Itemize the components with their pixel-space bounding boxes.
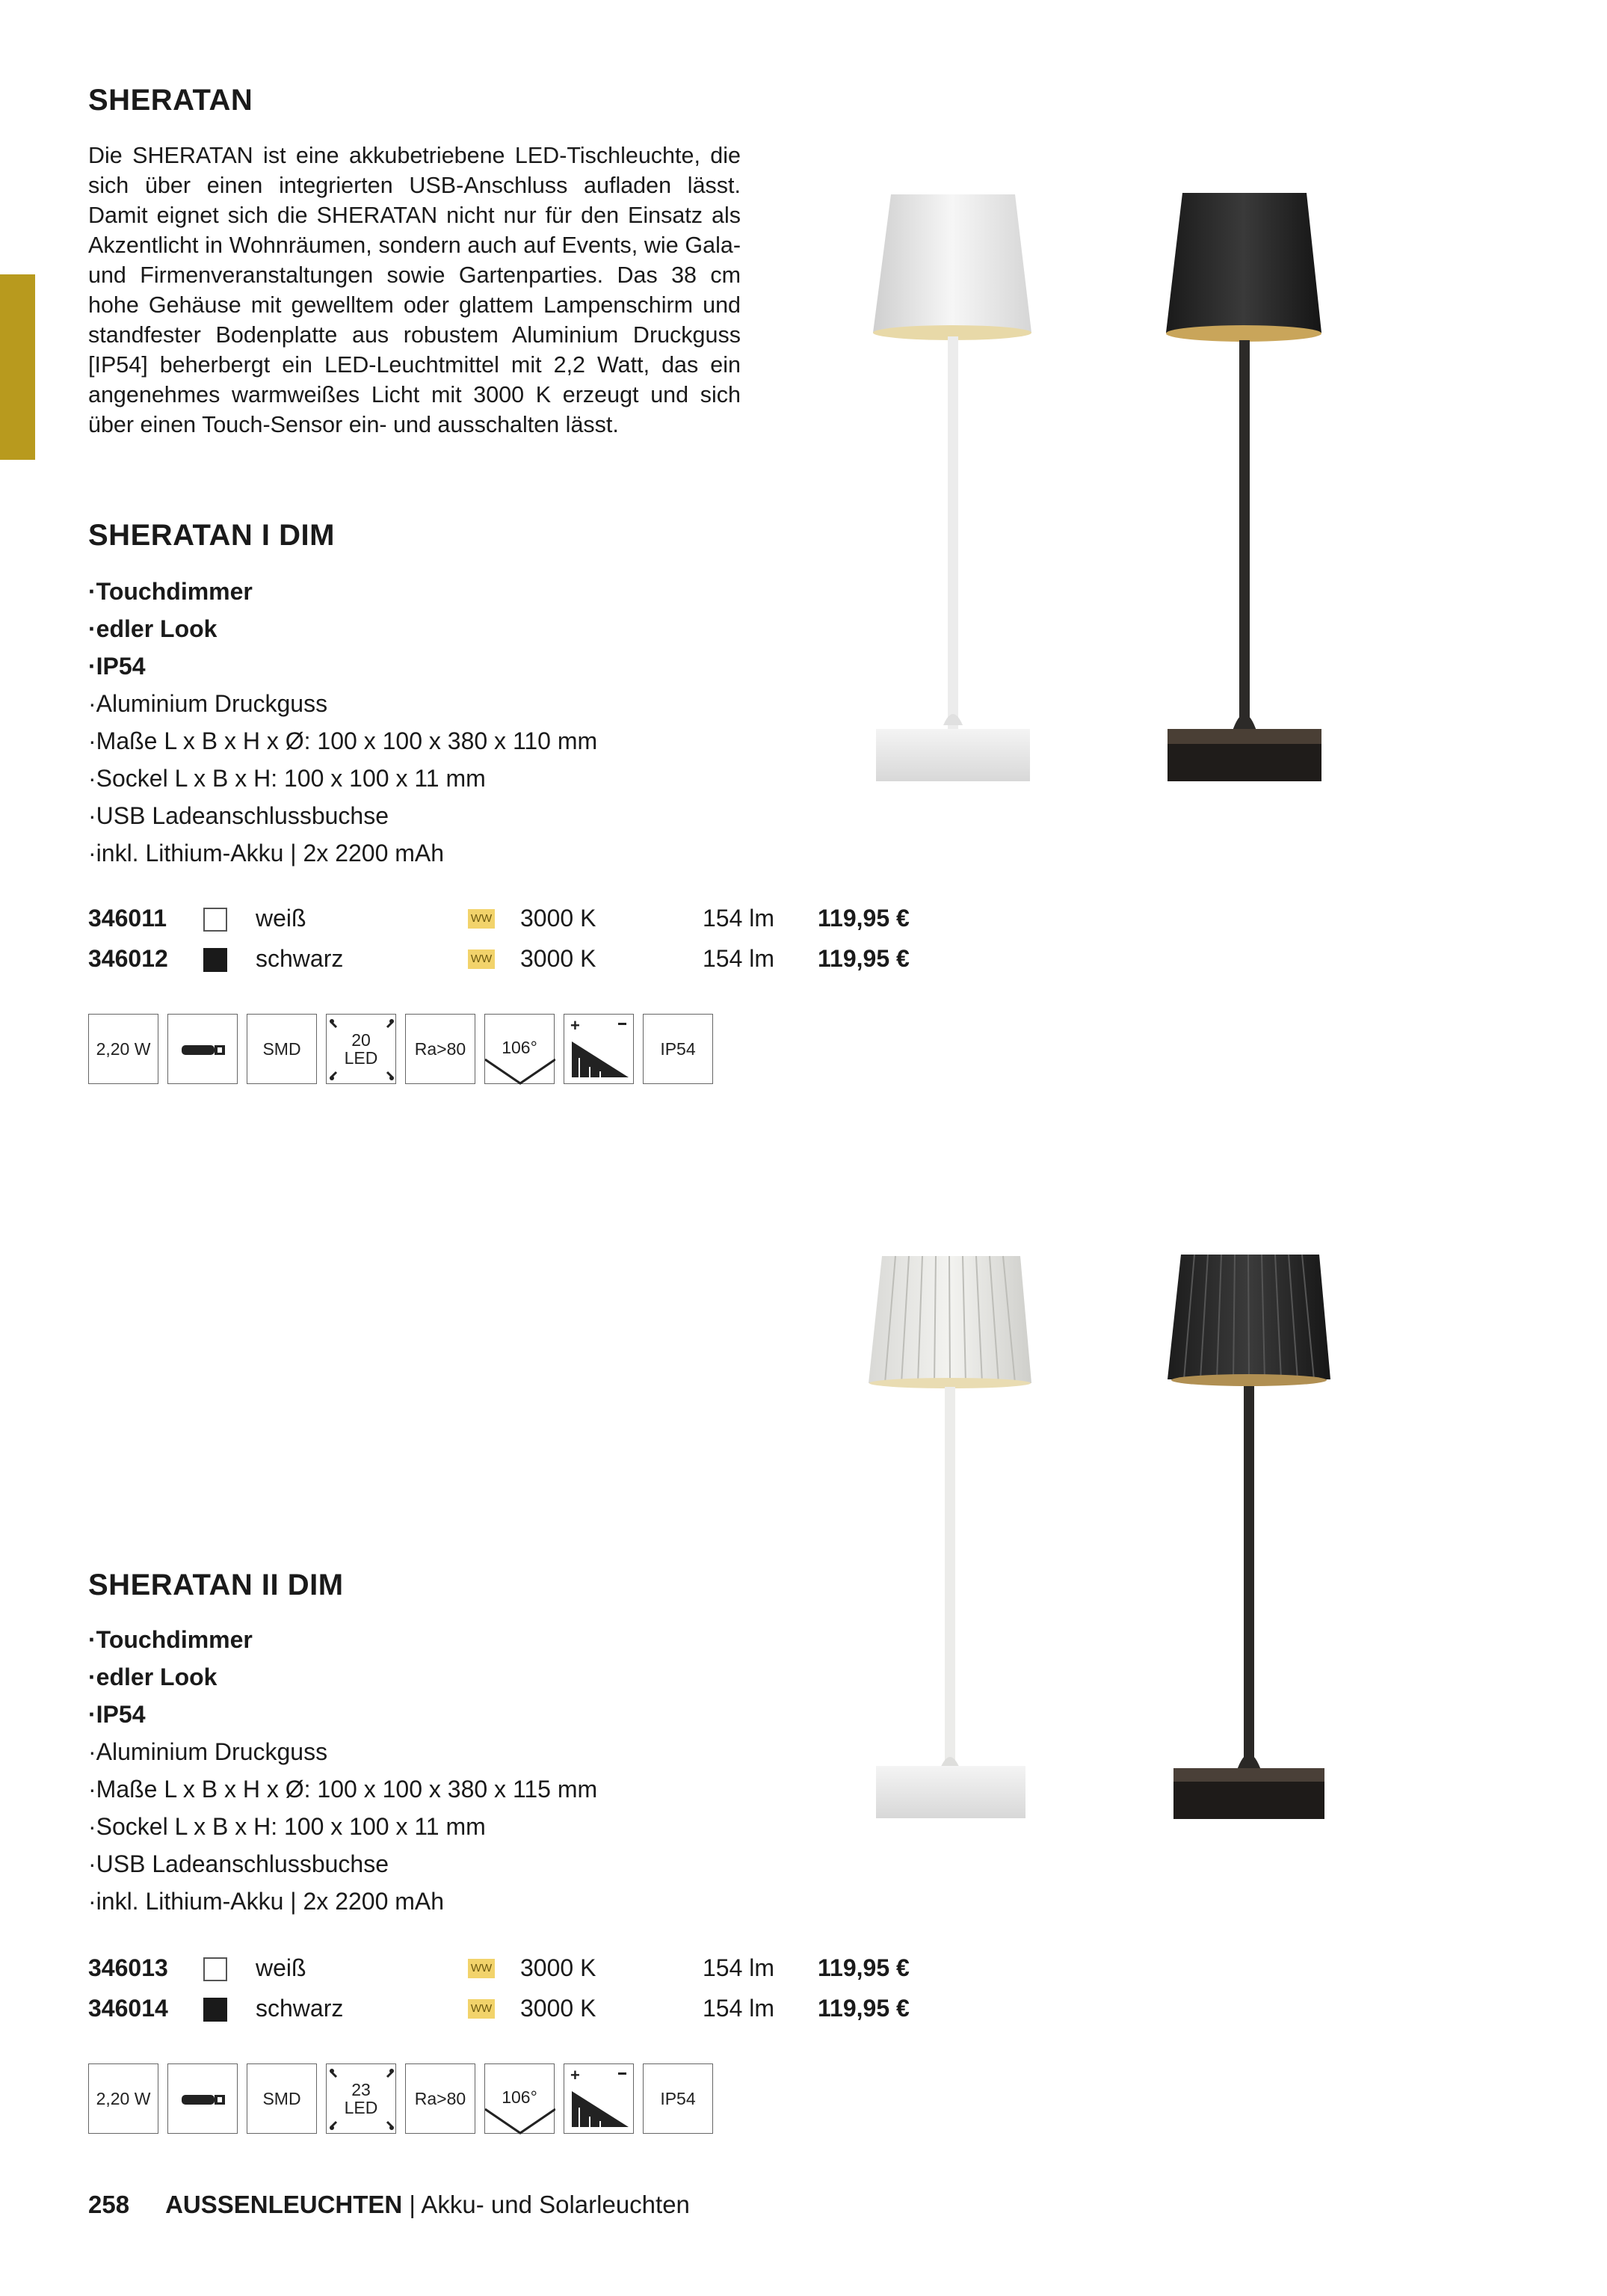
svg-text:+: +: [570, 1016, 580, 1035]
feature-item: · USB Ladeanschlussbuchse: [88, 797, 597, 834]
led-count: 23: [351, 2080, 371, 2099]
price: 119,95 €: [818, 1954, 910, 1981]
feature-item: · edler Look: [88, 1658, 597, 1696]
variant-row: [88, 899, 933, 938]
feature-item: · Sockel L x B x H: 100 x 100 x 11 mm: [88, 1808, 597, 1845]
footer-category: AUSSENLEUCHTEN: [165, 2191, 403, 2218]
lamp-image-black-pleated: [1159, 1234, 1345, 1832]
color-swatch-white: [203, 908, 227, 932]
led-count-icon: [326, 2063, 396, 2134]
feature-item: · edler Look: [88, 610, 597, 647]
feature-item: · Sockel L x B x H: 100 x 100 x 11 mm: [88, 760, 597, 797]
page-number: 258: [88, 2191, 130, 2218]
product1-feature-list: [88, 573, 597, 872]
article-number: 346014: [88, 1995, 168, 2022]
price: 119,95 €: [818, 1995, 910, 2022]
warm-white-badge: WW: [468, 1959, 495, 1978]
feature-item: · inkl. Lithium-Akku | 2x 2200 mAh: [88, 1883, 597, 1920]
wattage-value: 2,20 W: [96, 2088, 151, 2108]
led-label: LED: [344, 1048, 378, 1068]
svg-text:+: +: [570, 2066, 580, 2084]
footer-subcategory: Akku- und Solarleuchten: [421, 2191, 690, 2218]
footer-separator: |: [402, 2191, 422, 2218]
ip-rating-icon: [643, 1014, 713, 1084]
wattage-value: 2,20 W: [96, 1038, 151, 1059]
led-count-icon: [326, 1014, 396, 1084]
feature-item: · IP54: [88, 647, 597, 685]
lamp-image-black-smooth: [1151, 187, 1338, 792]
ip-value: IP54: [660, 1038, 696, 1059]
feature-item: · Maße L x B x H x Ø: 100 x 100 x 380 x 115 mm: [88, 1770, 597, 1808]
product2-title: SHERATAN II DIM: [88, 1569, 344, 1601]
lamp-image-white-smooth: [860, 187, 1046, 792]
feature-item: · USB Ladeanschlussbuchse: [88, 1845, 597, 1883]
color-swatch-black: [203, 948, 227, 972]
color-swatch-black: [203, 1998, 227, 2022]
led-count: 20: [351, 1030, 371, 1050]
ra-value: Ra>80: [414, 1038, 466, 1059]
product1-title: SHERATAN I DIM: [88, 519, 335, 552]
feature-item: · Touchdimmer: [88, 1621, 597, 1658]
product1-spec-icons: [88, 1014, 724, 1086]
variant-row: [88, 1948, 933, 1987]
color-name: weiß: [256, 1954, 306, 1981]
color-swatch-white: [203, 1957, 227, 1981]
warm-white-badge: WW: [468, 1999, 495, 2019]
section-accent-tab: [0, 274, 35, 460]
section-title: SHERATAN: [88, 84, 253, 117]
luminous-flux: 154 lm: [703, 905, 775, 932]
color-name: weiß: [256, 905, 306, 932]
ra-value: Ra>80: [414, 2088, 466, 2108]
feature-item: · Aluminium Druckguss: [88, 1733, 597, 1770]
feature-item: · Aluminium Druckguss: [88, 685, 597, 722]
color-name: schwarz: [256, 1995, 344, 2022]
article-number: 346013: [88, 1954, 168, 1981]
feature-item: · IP54: [88, 1696, 597, 1733]
color-temperature: 3000 K: [520, 905, 596, 932]
beam-angle-icon: [484, 1014, 555, 1084]
warm-white-badge: WW: [468, 909, 495, 929]
product2-spec-icons: [88, 2063, 724, 2135]
article-number: 346012: [88, 945, 168, 972]
luminous-flux: 154 lm: [703, 945, 775, 972]
wattage-icon: [88, 1014, 158, 1084]
ip-rating-icon: [643, 2063, 713, 2134]
luminous-flux: 154 lm: [703, 1954, 775, 1981]
color-rendering-icon: [405, 2063, 475, 2134]
feature-item: · Touchdimmer: [88, 573, 597, 610]
article-number: 346011: [88, 905, 167, 932]
product2-feature-list: [88, 1621, 597, 1920]
color-temperature: 3000 K: [520, 945, 596, 972]
intro-paragraph: Die SHERATAN ist eine akkubetriebene LED-Tischleuchte, die sich über einen integrierten USB-Anschluss aufladen lässt. Damit eignet sich die SHERATAN nicht nur für den Einsatz als Akzentlicht in Wohnräumen, sondern auch auf Events, wie Gala- und Firmenveranstaltungen sowie Gartenparties. Das 38 cm hohe Gehäuse mit gewelltem oder glattem Lampenschirm und standfester Bodenplatte aus robustem Aluminium Druckguss [IP54] beherbergt ein LED-Leuchtmittel mit 2,2 Watt, das ein angenehmes warmweißes Licht mit 3000 K erzeugt und sich über einen Touch-Sensor ein- und ausschalten lässt.: [88, 143, 741, 437]
smd-icon: [247, 2063, 317, 2134]
price: 119,95 €: [818, 905, 910, 932]
feature-item: · inkl. Lithium-Akku | 2x 2200 mAh: [88, 834, 597, 872]
variant-row: [88, 1989, 933, 2028]
variant-row: [88, 939, 933, 978]
dimmer-icon: [564, 1014, 634, 1084]
luminous-flux: 154 lm: [703, 1995, 775, 2022]
lamp-image-white-pleated: [860, 1234, 1046, 1832]
warm-white-badge: WW: [468, 950, 495, 969]
dimmer-icon: [564, 2063, 634, 2134]
color-rendering-icon: [405, 1014, 475, 1084]
smd-icon: [247, 1014, 317, 1084]
feature-item: · Maße L x B x H x Ø: 100 x 100 x 380 x 110 mm: [88, 722, 597, 760]
page-footer: [88, 2191, 690, 2219]
beam-angle-value: 106°: [502, 2087, 537, 2107]
color-temperature: 3000 K: [520, 1995, 596, 2022]
usb-battery-icon: [167, 2063, 238, 2134]
color-name: schwarz: [256, 945, 344, 972]
beam-angle-value: 106°: [502, 1037, 537, 1057]
color-temperature: 3000 K: [520, 1954, 596, 1981]
wattage-icon: [88, 2063, 158, 2134]
smd-label: SMD: [262, 2088, 301, 2108]
ip-value: IP54: [660, 2088, 696, 2108]
smd-label: SMD: [262, 1038, 301, 1059]
beam-angle-icon: [484, 2063, 555, 2134]
led-label: LED: [344, 2098, 378, 2117]
usb-battery-icon: [167, 1014, 238, 1084]
price: 119,95 €: [818, 945, 910, 972]
